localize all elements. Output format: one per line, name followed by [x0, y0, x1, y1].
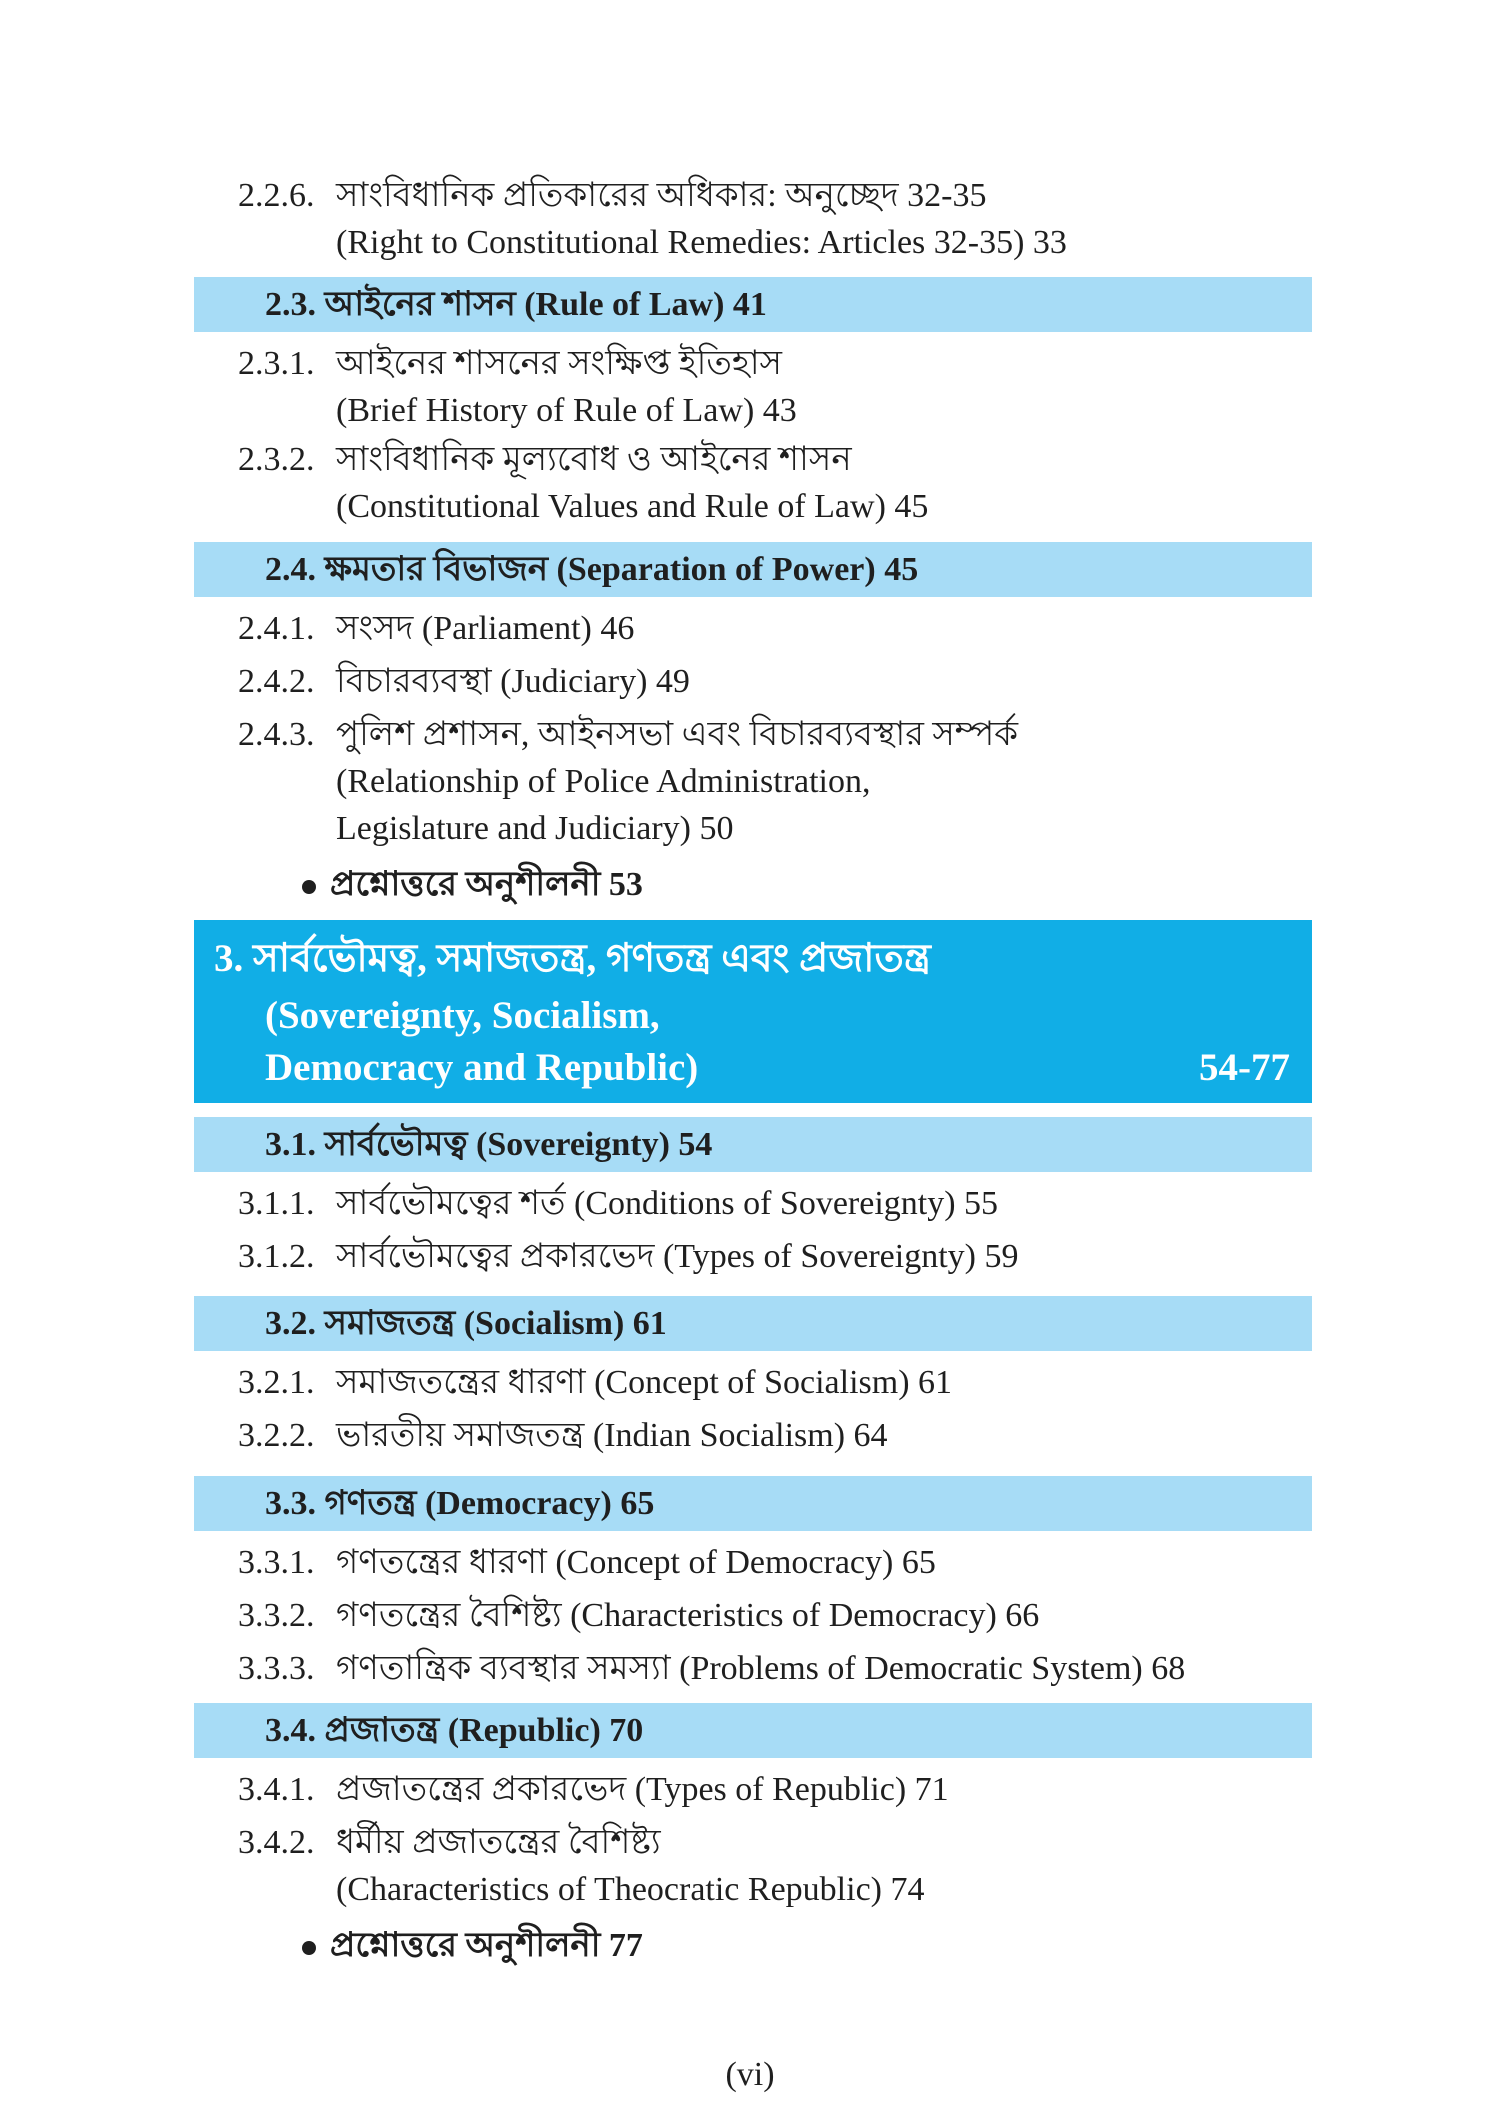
section-heading-3-4 [194, 1703, 1312, 1758]
exercise-title: প্রশ্নোত্তরে অনুশীলনী 77 [330, 1927, 643, 1964]
page-number: (vi) [725, 2056, 775, 2093]
toc-entry-3-4-2 [238, 1819, 1318, 1913]
toc-entry-2-4-3 [238, 711, 1318, 852]
toc-entry-2-2-6 [238, 172, 1318, 266]
entry-number: 3.2.2. [238, 1417, 315, 1454]
entry-title-english: (Right to Constitutional Remedies: Articles 32-35) 33 [336, 224, 1067, 261]
entry-title-bengali: ধর্মীয় প্রজাতন্ত্রের বৈশিষ্ট্য [336, 1824, 661, 1861]
entry-number: 3.4.1. [238, 1771, 315, 1808]
chapter-title-bengali: 3. সার্বভৌমত্ব, সমাজতন্ত্র, গণতন্ত্র এবং প্রজাতন্ত্র [214, 937, 931, 980]
exercise-title: প্রশ্নোত্তরে অনুশীলনী 53 [330, 866, 643, 903]
toc-entry-2-3-1 [238, 340, 1318, 434]
entry-title: সার্বভৌমত্বের প্রকারভেদ (Types of Sovereignty) 59 [336, 1238, 1019, 1275]
entry-title: সমাজতন্ত্রের ধারণা (Concept of Socialism) 61 [336, 1364, 953, 1401]
entry-title: বিচারব্যবস্থা (Judiciary) 49 [336, 663, 690, 700]
entry-title: গণতন্ত্রের ধারণা (Concept of Democracy) 65 [336, 1544, 936, 1581]
chapter-page-range: 54-77 [1199, 1046, 1290, 1089]
bullet-icon [302, 880, 316, 894]
section-title: 3.1. সার্বভৌমত্ব (Sovereignty) 54 [265, 1126, 713, 1163]
entry-title: সংসদ (Parliament) 46 [336, 610, 635, 647]
toc-entry-3-1-1 [238, 1180, 1318, 1227]
section-title: 3.4. প্রজাতন্ত্র (Republic) 70 [265, 1712, 644, 1749]
entry-title-bengali: সাংবিধানিক প্রতিকারের অধিকার: অনুচ্ছেদ 32-35 [336, 177, 987, 214]
entry-title-english: (Relationship of Police Administration, [336, 763, 871, 800]
entry-number: 3.1.2. [238, 1238, 315, 1275]
chapter-title-english: (Sovereignty, Socialism, [265, 994, 660, 1037]
toc-entry-3-2-2 [238, 1412, 1318, 1459]
entry-number: 3.4.2. [238, 1824, 315, 1861]
entry-title-bengali: পুলিশ প্রশাসন, আইনসভা এবং বিচারব্যবস্থার সম্পর্ক [336, 716, 1019, 753]
entry-title-bengali: আইনের শাসনের সংক্ষিপ্ত ইতিহাস [336, 345, 783, 382]
bullet-icon [302, 1941, 316, 1955]
entry-number: 2.3.2. [238, 441, 315, 478]
exercise-entry-ch2 [302, 862, 643, 908]
entry-title: ভারতীয় সমাজতন্ত্র (Indian Socialism) 64 [336, 1417, 888, 1454]
entry-number: 2.4.2. [238, 663, 315, 700]
toc-entry-3-2-1 [238, 1359, 1318, 1406]
entry-title-english: (Brief History of Rule of Law) 43 [336, 392, 797, 429]
section-title: 2.4. ক্ষমতার বিভাজন (Separation of Power) 45 [265, 551, 919, 588]
entry-title: সার্বভৌমত্বের শর্ত (Conditions of Sovereignty) 55 [336, 1185, 999, 1222]
entry-title: প্রজাতন্ত্রের প্রকারভেদ (Types of Republic) 71 [336, 1771, 949, 1808]
section-heading-3-2 [194, 1296, 1312, 1351]
toc-entry-2-3-2 [238, 436, 1318, 530]
toc-entry-3-4-1 [238, 1766, 1318, 1813]
entry-number: 3.1.1. [238, 1185, 315, 1222]
entry-title-english: (Constitutional Values and Rule of Law) 45 [336, 488, 929, 525]
section-title: 2.3. আইনের শাসন (Rule of Law) 41 [265, 286, 767, 323]
entry-number: 2.3.1. [238, 345, 315, 382]
entry-number: 3.3.2. [238, 1597, 315, 1634]
section-title: 3.2. সমাজতন্ত্র (Socialism) 61 [265, 1305, 667, 1342]
toc-entry-3-3-2 [238, 1592, 1318, 1639]
section-title: 3.3. গণতন্ত্র (Democracy) 65 [265, 1485, 655, 1522]
toc-entry-3-3-1 [238, 1539, 1318, 1586]
chapter-title-english-cont: Democracy and Republic) [265, 1046, 699, 1089]
exercise-entry-ch3 [302, 1923, 643, 1969]
section-heading-3-1 [194, 1117, 1312, 1172]
entry-title: গণতান্ত্রিক ব্যবস্থার সমস্যা (Problems of Democratic System) 68 [336, 1650, 1186, 1687]
entry-number: 3.3.1. [238, 1544, 315, 1581]
toc-entry-3-3-3 [238, 1645, 1318, 1692]
toc-entry-3-1-2 [238, 1233, 1318, 1280]
entry-number: 3.2.1. [238, 1364, 315, 1401]
toc-entry-2-4-1 [238, 605, 1318, 652]
entry-title: গণতন্ত্রের বৈশিষ্ট্য (Characteristics of Democracy) 66 [336, 1597, 1040, 1634]
section-heading-2-4 [194, 542, 1312, 597]
entry-number: 2.4.3. [238, 716, 315, 753]
entry-number: 3.3.3. [238, 1650, 315, 1687]
entry-title-bengali: সাংবিধানিক মূল্যবোধ ও আইনের শাসন [336, 441, 852, 478]
section-heading-2-3 [194, 277, 1312, 332]
entry-title-english: (Characteristics of Theocratic Republic) 74 [336, 1871, 925, 1908]
chapter-heading-3 [194, 920, 1312, 1103]
entry-title-english-cont: Legislature and Judiciary) 50 [336, 810, 734, 847]
entry-number: 2.4.1. [238, 610, 315, 647]
toc-entry-2-4-2 [238, 658, 1318, 705]
section-heading-3-3 [194, 1476, 1312, 1531]
entry-number: 2.2.6. [238, 177, 315, 214]
